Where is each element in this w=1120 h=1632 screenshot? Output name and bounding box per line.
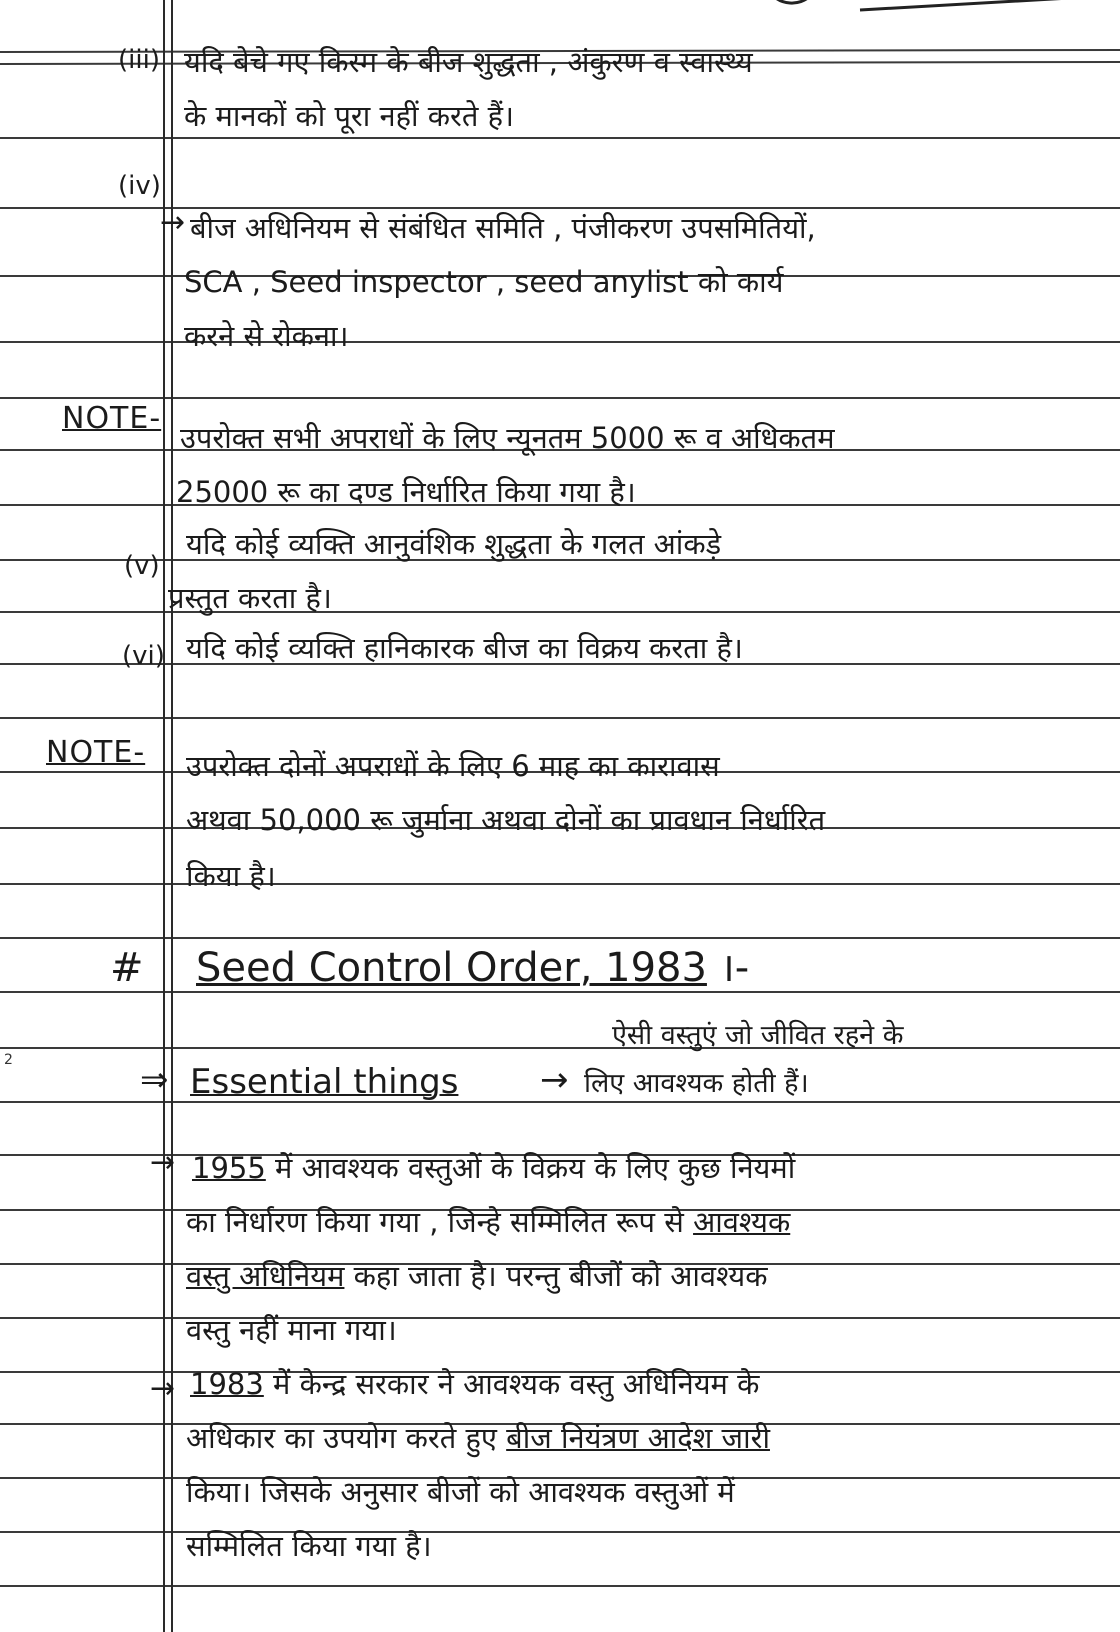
section-title: Seed Control Order, 1983 [196, 945, 707, 991]
section-hash: # [110, 945, 144, 991]
note-label-1 [62, 402, 161, 436]
para-1983-line-1-text: में केन्द्र सरकार ने आवश्यक वस्तु अधिनियम के [273, 1367, 760, 1401]
note-2-line-1: उपरोक्त दोनों अपराधों के लिए 6 माह का कारावास [186, 749, 720, 783]
essential-term-wrap [190, 1062, 458, 1102]
item-vi-line-1: यदि कोई व्यक्ति हानिकारक बीज का विक्रय करता है। [186, 631, 743, 665]
item-marker-iii: (iii) [118, 45, 160, 75]
para-1983-year: 1983 [190, 1367, 264, 1401]
item-iii-line-2: के मानकों को पूरा नहीं करते हैं। [184, 99, 514, 133]
para-1983-line-4: सम्मिलित किया गया है। [186, 1529, 432, 1563]
note-label-2 [46, 736, 145, 770]
para-1955-line-1 [192, 1150, 795, 1186]
para-1983-arrow-icon: → [150, 1371, 176, 1406]
item-iv-line-3: करने से रोकना। [184, 319, 349, 353]
item-marker-vi: (vi) [122, 641, 165, 671]
para-1955-line-4: वस्तु नहीं माना गया। [186, 1313, 397, 1347]
note-2-line-2: अथवा 50,000 रू जुर्माना अथवा दोनों का प्रावधान निर्धारित [186, 803, 826, 837]
para-1983-line-3: किया। जिसके अनुसार बीजों को आवश्यक वस्तुओं में [186, 1475, 735, 1509]
item-iv-line-2: SCA , Seed inspector , seed anylist को कार्य [184, 265, 784, 299]
section-title-wrap [196, 944, 749, 992]
essential-arrow-icon: ⇒ [140, 1060, 169, 1100]
item-v-line-2: प्रस्तुत करता है। [168, 581, 332, 615]
para-1955-line-3-text: कहा जाता है। परन्तु बीजों को आवश्यक [353, 1259, 768, 1293]
item-marker-v: (v) [124, 551, 160, 581]
item-v-line-1: यदि कोई व्यक्ति आनुवंशिक शुद्धता के गलत आंकड़े [186, 527, 722, 561]
para-1983-line-2 [186, 1420, 770, 1456]
para-1955-year: 1955 [192, 1151, 266, 1185]
note-1-line-1: उपरोक्त सभी अपराधों के लिए न्यूनतम 5000 रू व अधिकतम [180, 421, 835, 455]
note-label-2-text: NOTE- [46, 735, 146, 770]
item-iv-line-1: बीज अधिनियम से संबंधित समिति , पंजीकरण उपसमितियों, [190, 211, 816, 245]
item-iv-arrow-icon: → [160, 205, 186, 240]
para-1955-line-2 [186, 1204, 790, 1240]
stray-mark: 2 [4, 1052, 13, 1068]
para-1983-line-1 [190, 1366, 759, 1402]
note-2-line-3: किया है। [186, 859, 276, 893]
para-1955-line-3 [186, 1258, 767, 1294]
page-top-scribble [740, 0, 1100, 16]
para-1955-line-1-text: में आवश्यक वस्तुओं के विक्रय के लिए कुछ नियमों [275, 1151, 796, 1185]
essential-definition-line-2: लिए आवश्यक होती हैं। [584, 1068, 809, 1099]
note-1-line-2: 25000 रू का दण्ड निर्धारित किया गया है। [176, 475, 636, 509]
item-iii-line-1: यदि बेचे गए किस्म के बीज शुद्धता , अंकुरण व स्वास्थ्य [184, 45, 753, 79]
para-1955-term-essential: आवश्यक [693, 1205, 791, 1239]
para-1983-order-name: बीज नियंत्रण आदेश जारी [506, 1421, 770, 1455]
para-1955-arrow-icon: → [150, 1145, 176, 1180]
essential-definition-line-1: ऐसी वस्तुएं जो जीवित रहने के [612, 1020, 904, 1051]
item-marker-iv: (iv) [118, 171, 161, 201]
note-label-1-text: NOTE- [62, 401, 162, 436]
essential-term: Essential things [190, 1062, 459, 1102]
section-title-suffix: ।- [719, 945, 750, 991]
essential-pointer-icon: → [540, 1060, 569, 1100]
para-1983-line-2-text: अधिकार का उपयोग करते हुए [186, 1421, 497, 1455]
para-1955-line-2-text: का निर्धारण किया गया , जिन्हे सम्मिलित रूप से [186, 1205, 684, 1239]
para-1955-act-name: वस्तु अधिनियम [186, 1259, 345, 1293]
